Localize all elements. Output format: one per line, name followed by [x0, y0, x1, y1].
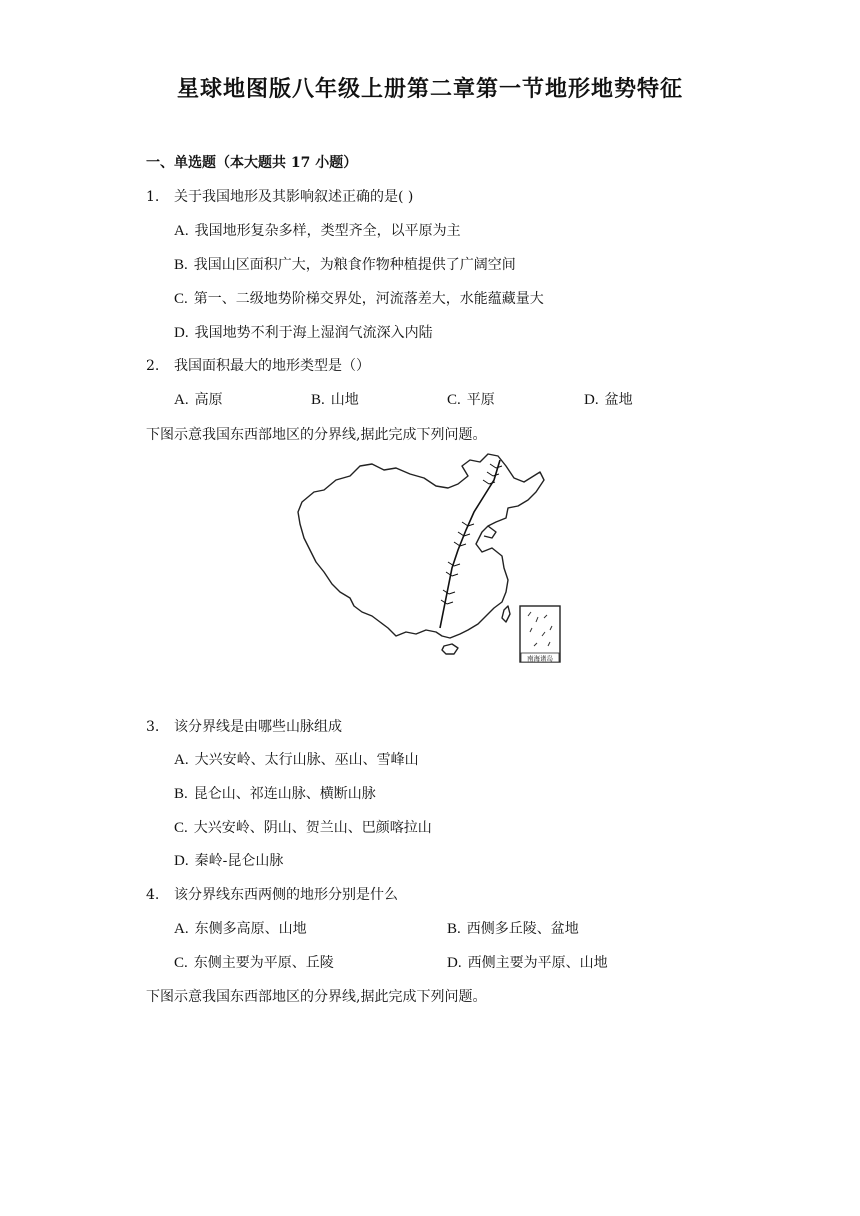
china-map-figure [292, 450, 564, 668]
option-3c[interactable]: C. 大兴安岭、阴山、贺兰山、巴颜喀拉山 [174, 820, 432, 836]
hainan-island [442, 644, 458, 654]
question-number: 3. [146, 719, 160, 735]
option-2a[interactable]: A. 高原 [174, 392, 223, 408]
option-2d[interactable]: D. 盆地 [584, 392, 633, 408]
option-4a[interactable]: A. 东侧多高原、山地 [174, 921, 307, 937]
china-outline [298, 454, 544, 638]
option-4b[interactable]: B. 西侧多丘陵、盆地 [447, 921, 579, 937]
option-4d[interactable]: D. 西侧主要为平原、山地 [447, 955, 608, 971]
option-2c[interactable]: C. 平原 [447, 392, 495, 408]
question-text: 关于我国地形及其影响叙述正确的是( ) [174, 189, 414, 205]
option-2b[interactable]: B. 山地 [311, 392, 359, 408]
question-number: 4. [146, 887, 160, 903]
option-1b[interactable]: B. 我国山区面积广大，为粮食作物种植提供了广阔空间 [174, 257, 516, 273]
option-3a[interactable]: A. 大兴安岭、太行山脉、巫山、雪峰山 [174, 752, 419, 768]
section-heading: 一、单选题（本大题共 17 小题） [146, 155, 358, 171]
intro-text-2: 下图示意我国东西部地区的分界线,据此完成下列问题。 [146, 989, 487, 1005]
question-text: 我国面积最大的地形类型是（） [174, 358, 370, 374]
option-1a[interactable]: A. 我国地形复杂多样，类型齐全，以平原为主 [174, 223, 461, 239]
question-2 [146, 355, 370, 375]
option-4c[interactable]: C. 东侧主要为平原、丘陵 [174, 955, 334, 971]
option-3d[interactable]: D. 秦岭-昆仑山脉 [174, 853, 284, 869]
page-title: 星球地图版八年级上册第二章第一节地形地势特征 [176, 76, 683, 102]
question-number: 1. [146, 189, 160, 205]
question-1 [146, 186, 413, 206]
question-text: 该分界线东西两侧的地形分别是什么 [174, 887, 398, 903]
question-3 [146, 716, 342, 736]
question-4 [146, 884, 398, 904]
boundary-line [440, 460, 500, 628]
inset-dashes [528, 612, 552, 646]
option-1c[interactable]: C. 第一、二级地势阶梯交界处，河流落差大，水能蕴藏量大 [174, 291, 544, 307]
option-1d[interactable]: D. 我国地势不利于海上湿润气流深入内陆 [174, 325, 433, 341]
taiwan-island [502, 606, 510, 622]
question-number: 2. [146, 358, 160, 374]
option-3b[interactable]: B. 昆仑山、祁连山脉、横断山脉 [174, 786, 376, 802]
inset-label: 南海诸岛 [527, 654, 553, 663]
question-text: 该分界线是由哪些山脉组成 [174, 719, 342, 735]
intro-text: 下图示意我国东西部地区的分界线,据此完成下列问题。 [146, 427, 487, 443]
mountain-symbols [441, 464, 502, 604]
